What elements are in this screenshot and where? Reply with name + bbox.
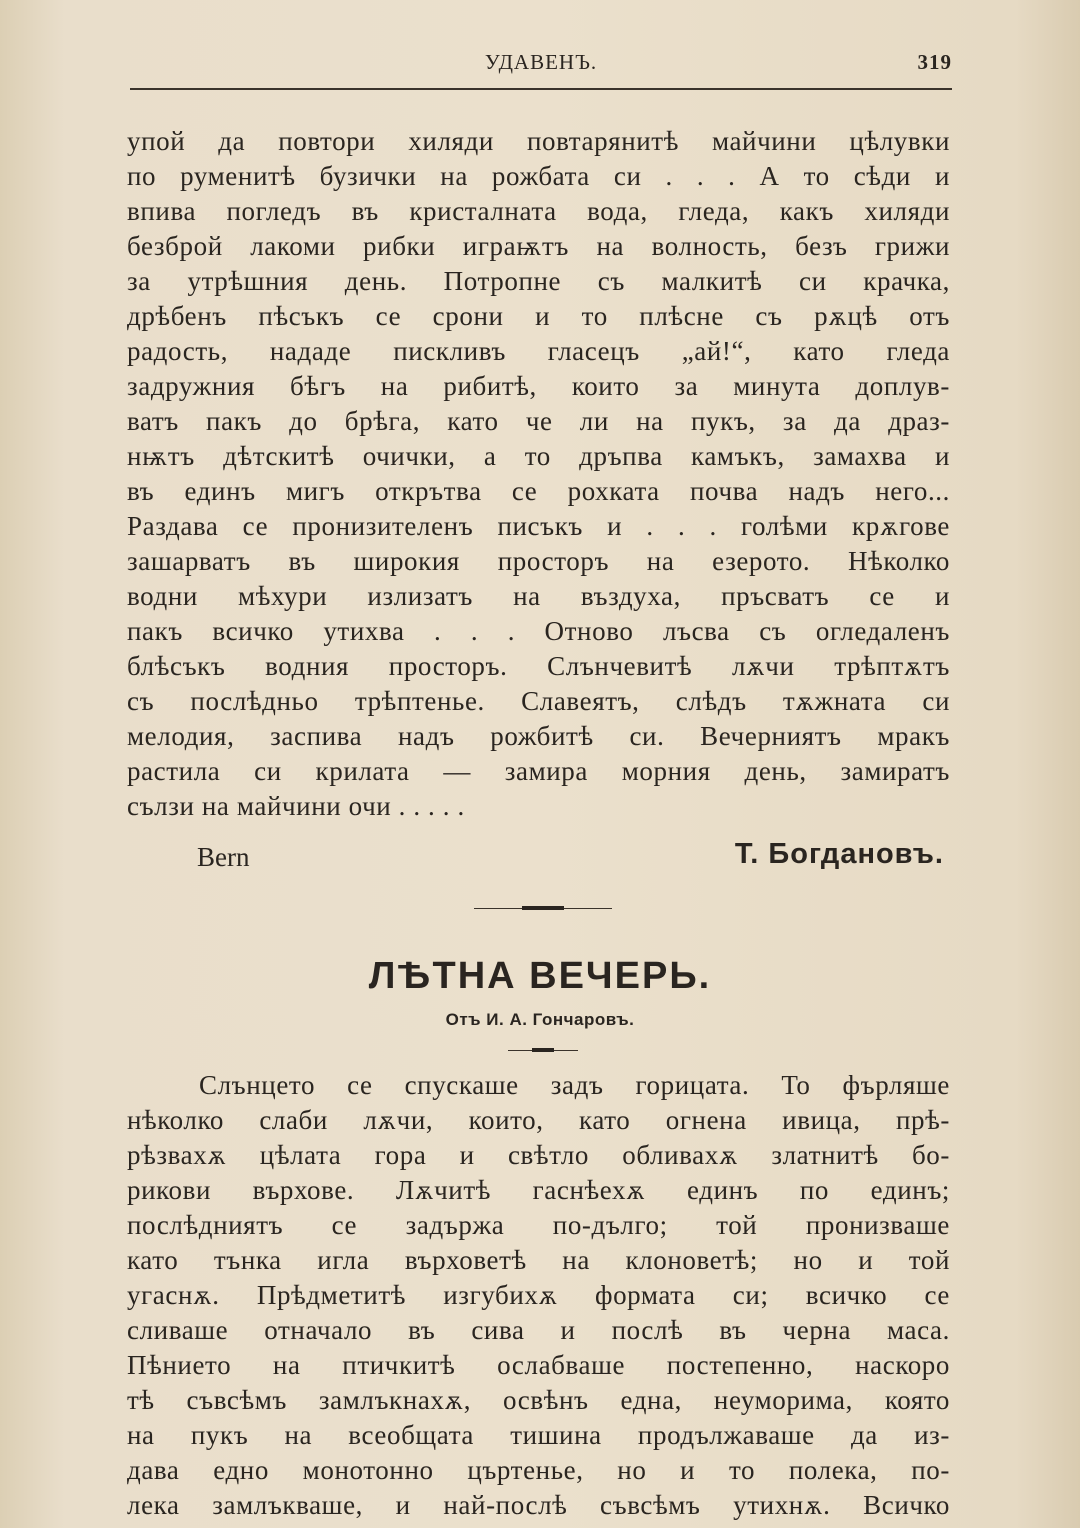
story-line: водни мѣхури излизатъ на въздуха, пръсватъ се и — [127, 581, 950, 611]
story-line: въ единъ мигъ открътва се рохката почва надъ него... — [127, 476, 950, 506]
story-line: радость, нададе пискливъ гласецъ „ай!“, като гледа — [127, 336, 950, 366]
page-number: 319 — [917, 50, 952, 74]
article-line: като тънка игла върховетѣ на клоноветѣ; но и той — [127, 1245, 950, 1275]
article-title: ЛѢТНА ВЕЧЕРЬ. — [368, 955, 712, 997]
story-line: упой да повтори хиляди повтарянитѣ майчини цѣлувки — [127, 126, 950, 156]
signature-row — [127, 838, 950, 878]
byline-divider-ornament — [508, 1047, 578, 1055]
article-line: тѣ съвсѣмъ замлъкнахѫ, освѣнъ една, неуморима, която — [127, 1385, 950, 1415]
running-head — [130, 50, 952, 80]
story-line: съ послѣдньо трѣптенье. Славеятъ, слѣдъ тѫжната си — [127, 686, 950, 716]
article-line: на пукъ на всеобщата тишина продължаваше да из- — [127, 1420, 950, 1450]
story-line: зашарватъ въ широкия просторъ на езерото. Нѣколко — [127, 546, 950, 576]
story-line: пакъ всичко утихва . . . Отново лъсва съ огледаленъ — [127, 616, 950, 646]
story-line: растила си крилата — замира морния день, замиратъ — [127, 756, 950, 786]
story-line: Раздава се пронизителенъ писъкъ и . . . голѣми крѫгове — [127, 511, 950, 541]
article-line: Слънцето се спускаше задъ горицата. То фърляше — [199, 1070, 950, 1100]
story-line: впива погледъ въ кристалната вода, гледа, какъ хиляди — [127, 196, 950, 226]
article-line: нѣколко слаби лѫчи, които, като огнена ивица, прѣ- — [127, 1105, 950, 1135]
story-line: сълзи на майчини очи . . . . . — [127, 791, 465, 821]
article-line: сливаше отначало въ сива и послѣ въ черна маса. — [127, 1315, 950, 1345]
article-line: рѣзвахѫ цѣлата гора и свѣтло обливахѫ златнитѣ бо- — [127, 1140, 950, 1170]
story-line: безброй лакоми рибки играѭтъ на волность, безъ грижи — [127, 231, 950, 261]
article-line: Пѣнието на птичкитѣ ослабваше постепенно, наскоро — [127, 1350, 950, 1380]
article-text — [127, 1068, 950, 1523]
story-line: задружния бѣгъ на рибитѣ, които за минута доплув- — [127, 371, 950, 401]
story-line: ватъ пакъ до брѣга, като че ли на пукъ, за да драз- — [127, 406, 950, 436]
article-line: лека замлъкваше, и най-послѣ съвсѣмъ утихнѫ. Всичко — [127, 1490, 950, 1520]
signature-place: Bern — [197, 842, 250, 872]
header-rule — [130, 88, 952, 90]
story-line: по руменитѣ бузички на рожбата си . . . А то сѣди и — [127, 161, 950, 191]
article-line: послѣдниятъ се задържа по-дълго; той пронизваше — [127, 1210, 950, 1240]
story-line: нѭтъ дѣтскитѣ очички, а то дръпва камъкъ, замахва и — [127, 441, 950, 471]
article-line: угаснѫ. Прѣдметитѣ изгубихѫ формата си; всичко се — [127, 1280, 950, 1310]
running-title: УДАВЕНЪ. — [484, 50, 598, 74]
signature-author: Т. Богдановъ. — [734, 838, 944, 870]
story-line: за утрѣшния день. Потропне съ малкитѣ си крачка, — [127, 266, 950, 296]
section-divider-ornament — [474, 905, 612, 913]
story-line: блѣсъкъ водния просторъ. Слънчевитѣ лѫчи трѣптѫтъ — [127, 651, 950, 681]
article-byline: Отъ И. А. Гончаровъ. — [445, 1010, 635, 1029]
article-line: дава едно монотонно църтенье, но и то полека, по- — [127, 1455, 950, 1485]
story-line: дрѣбенъ пѣсъкъ се срони и то плѣсне съ рѫцѣ отъ — [127, 301, 950, 331]
article-line: рикови върхове. Лѫчитѣ гаснѣехѫ единъ по единъ; — [127, 1175, 950, 1205]
story-text — [127, 124, 950, 824]
story-line: мелодия, заспива надъ рожбитѣ си. Вечерниятъ мракъ — [127, 721, 950, 751]
